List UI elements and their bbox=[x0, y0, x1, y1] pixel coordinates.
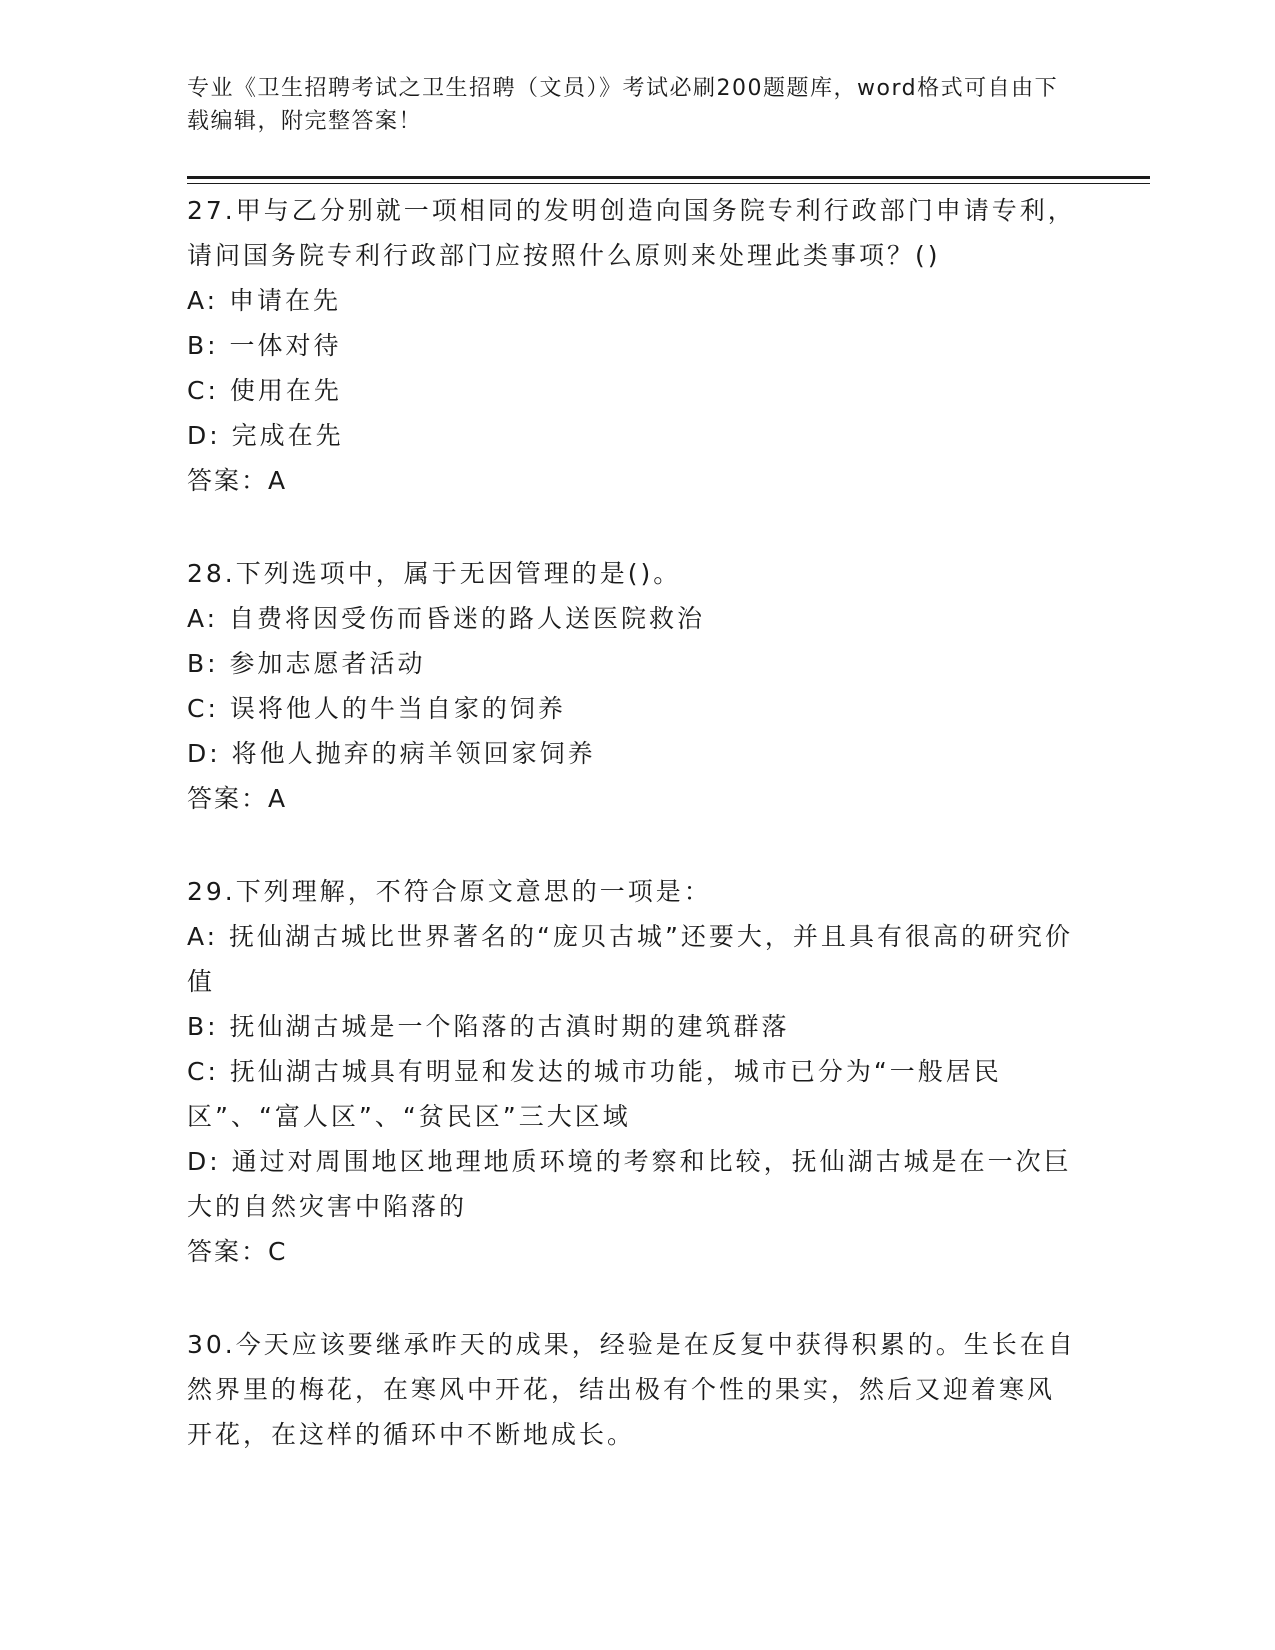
question-list bbox=[187, 188, 1077, 1505]
option-b: B: 抚仙湖古城是一个陷落的古滇时期的建筑群落 bbox=[187, 1012, 790, 1041]
option-a: A: 抚仙湖古城比世界著名的“庞贝古城”还要大，并且具有很高的研究价值 bbox=[187, 922, 1073, 996]
question-28 bbox=[187, 551, 1077, 821]
header-note: 专业《卫生招聘考试之卫生招聘（文员）》考试必刷200题题库，word格式可自由下载编辑，附完整答案！ bbox=[187, 76, 1059, 134]
option-b: B: 参加志愿者活动 bbox=[187, 649, 426, 678]
option-d: D: 通过对周围地区地理地质环境的考察和比较，抚仙湖古城是在一次巨大的自然灾害中陷落的 bbox=[187, 1147, 1072, 1221]
answer-line: 答案：A bbox=[187, 784, 288, 813]
question-27 bbox=[187, 188, 1077, 503]
option-b: B: 一体对待 bbox=[187, 331, 342, 360]
question-stem: 29.下列理解，不符合原文意思的一项是： bbox=[187, 877, 712, 906]
option-d: D: 完成在先 bbox=[187, 421, 344, 450]
header-divider-thin bbox=[187, 183, 1150, 184]
question-29 bbox=[187, 869, 1077, 1274]
option-c: C: 误将他人的牛当自家的饲养 bbox=[187, 694, 566, 723]
header-divider-thick bbox=[187, 176, 1150, 179]
option-d: D: 将他人抛弃的病羊领回家饲养 bbox=[187, 739, 596, 768]
option-a: A: 自费将因受伤而昏迷的路人送医院救治 bbox=[187, 604, 706, 633]
question-stem: 27.甲与乙分别就一项相同的发明创造向国务院专利行政部门申请专利，请问国务院专利行政部门应按照什么原则来处理此类事项？() bbox=[187, 196, 1076, 270]
answer-line: 答案：A bbox=[187, 466, 288, 495]
question-stem: 28.下列选项中，属于无因管理的是()。 bbox=[187, 559, 682, 588]
question-stem: 30.今天应该要继承昨天的成果，经验是在反复中获得积累的。生长在自然界里的梅花，在寒风中开花，结出极有个性的果实，然后又迎着寒风开花，在这样的循环中不断地成长。 bbox=[187, 1330, 1076, 1449]
option-a: A: 申请在先 bbox=[187, 286, 342, 315]
answer-line: 答案：C bbox=[187, 1237, 288, 1266]
question-30 bbox=[187, 1322, 1077, 1457]
option-c: C: 使用在先 bbox=[187, 376, 342, 405]
option-c: C: 抚仙湖古城具有明显和发达的城市功能，城市已分为“一般居民区”、“富人区”、“贫民区”三大区域 bbox=[187, 1057, 1002, 1131]
